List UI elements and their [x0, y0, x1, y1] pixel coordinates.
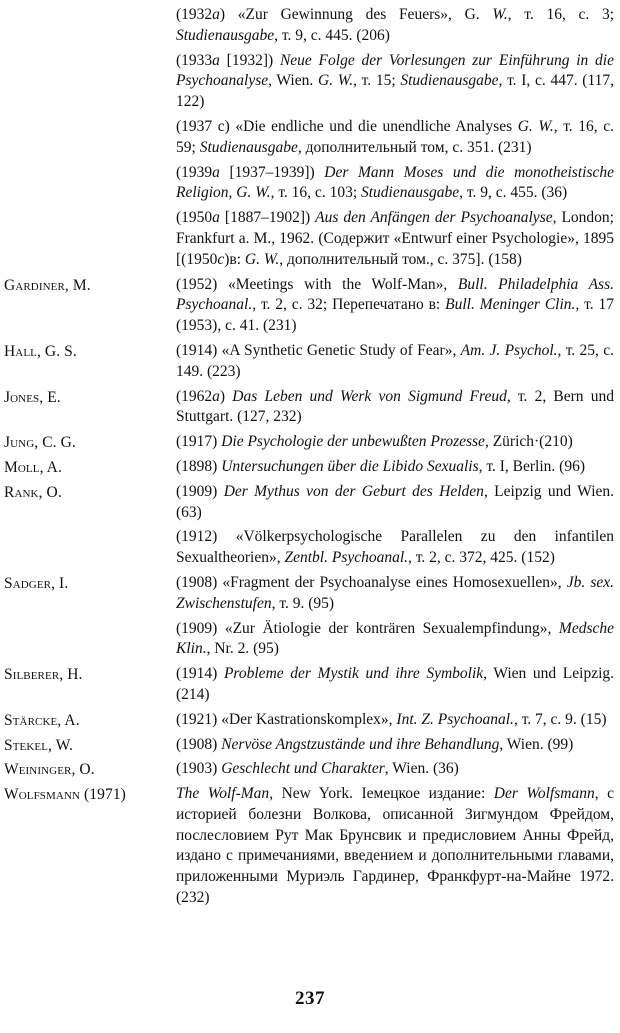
entry-citation [176, 664, 614, 706]
citation-title-italic: Am. J. Psychol. [460, 341, 558, 359]
citation-text: , Wien. [268, 72, 318, 90]
bibliography-entry [0, 527, 620, 569]
entry-citation [176, 432, 614, 453]
entry-citation [176, 117, 614, 159]
citation-title-italic: G. W. [244, 250, 280, 268]
citation-text: , Zürich·(210) [484, 433, 573, 451]
citation-title-italic: Studienausgabe [361, 184, 460, 202]
bibliography-entry [0, 482, 620, 524]
bibliography-entry [0, 163, 620, 205]
citation-text: ) [219, 387, 233, 405]
citation-title-italic: Geschlecht und Charakter [221, 760, 385, 778]
entry-citation [176, 710, 614, 731]
entry-author: Jung, C. G. [4, 434, 76, 452]
entry-author: Wolfsmann (1971) [4, 786, 126, 804]
bibliography-entry [0, 735, 620, 756]
bibliography-entry [0, 619, 620, 661]
citation-text: , New York. Іемецкое издание: [269, 785, 494, 803]
citation-text: , т. I, с. 447. (117, 122) [176, 72, 614, 111]
entry-citation [176, 208, 614, 270]
citation-text: , дополнительный том., с. 375]. (158) [279, 250, 522, 268]
entry-author: Gardiner, M. [4, 276, 91, 294]
citation-title-italic: Jb. sex. Zwischenstufen [176, 573, 614, 612]
citation-text: , т. 25, с. 149. (223) [176, 341, 614, 380]
citation-text: , т. 15; [353, 72, 401, 90]
citation-text: , Wien und Leipzig. (214) [176, 665, 615, 703]
entry-author: Rank, O. [4, 483, 62, 501]
entry-citation [176, 387, 614, 429]
citation-title-italic: c [217, 250, 225, 268]
bibliography-entry [0, 457, 620, 478]
citation-title-italic: Studienausgabe [176, 26, 275, 44]
bibliography-entry [0, 710, 620, 731]
bibliography-entry [0, 341, 620, 383]
entry-author: Jones, E. [4, 388, 61, 406]
citation-title-italic: G. W. [517, 117, 554, 135]
citation-text: ) «Zur Gewinnung des Feuers», G. [219, 6, 493, 23]
bibliography-entry [0, 275, 620, 337]
citation-title-italic: Das Leben und Werk von Sigmund Freud [232, 387, 507, 405]
page-number: 237 [295, 988, 325, 1009]
citation-text: , т. 9, с. 455. (36) [459, 184, 568, 202]
citation-title-italic: a [212, 387, 220, 405]
citation-title-italic: Studienausgabe [199, 138, 298, 156]
citation-title-italic: Der Mythus von der Geburt des Helden [223, 482, 484, 500]
entry-citation [176, 527, 614, 569]
bibliography-entry [0, 573, 620, 615]
citation-title-italic: Bull. Philadelphia Ass. Psychoanal. [176, 275, 614, 314]
bibliography-entry [0, 664, 620, 706]
citation-title-italic: Int. Z. Psychoanal. [396, 710, 514, 728]
entry-citation [176, 482, 614, 524]
citation-text: , т. 9. (95) [271, 594, 335, 612]
citation-title-italic: a [212, 51, 220, 69]
citation-text: , London; Frankfurt a. M., 1962. (Содержит «Entwurf einer Psychologie», 1895 [(1950 [176, 209, 614, 268]
citation-text: , Leipzig und Wien. (63) [176, 482, 615, 521]
citation-title-italic: Neue Folge der Vorlesungen zur Einführung in die Psychoanalyse [176, 51, 614, 90]
citation-text: , т. 16, с. 103; [270, 184, 361, 202]
citation-text: , Wien. (36) [384, 760, 459, 778]
citation-title-italic: Nervöse Angstzustände und ihre Behandlung [221, 735, 500, 753]
entry-citation [176, 619, 614, 661]
bibliography-entry [0, 5, 620, 47]
citation-text: (1917) [176, 433, 222, 451]
entry-citation [176, 275, 614, 337]
citation-text: , т. I, Berlin. (96) [478, 457, 585, 475]
entry-author: Hall, G. S. [4, 342, 77, 360]
citation-title-italic: Untersuchungen über die Libido Sexualis [221, 457, 479, 475]
citation-title-italic: Studienausgabe [400, 72, 499, 90]
citation-text: , т. 9, с. 445. (206) [274, 26, 390, 44]
citation-title-italic: a [212, 163, 220, 181]
entry-author: Stärcke, A. [4, 711, 80, 729]
citation-text: (1933 [176, 51, 213, 69]
bibliography-entry [0, 208, 620, 270]
entry-citation [176, 457, 614, 478]
bibliography-entry [0, 117, 620, 159]
citation-text: )в: [224, 250, 245, 268]
citation-text: , Wien. (99) [499, 735, 574, 753]
citation-title-italic: Der Mann Moses und die monotheistische Religion, G. W. [176, 163, 614, 202]
entry-author: Silberer, H. [4, 666, 83, 684]
citation-text: (1909) «Zur Ätiologie der konträren Sexualempfindung», [176, 619, 559, 637]
citation-title-italic: Probleme der Mystik und ihre Symbolik [223, 665, 484, 683]
citation-text: , т. 7, с. 9. (15) [513, 710, 607, 728]
entry-citation [176, 735, 614, 756]
entry-citation [176, 573, 614, 615]
citation-title-italic: G. W. [317, 72, 354, 90]
entry-author: Weininger, O. [4, 761, 95, 779]
citation-text: (1909) [176, 482, 224, 500]
citation-text: (1912) «Völkerpsychologische Parallelen zu den infantilen Sexualtheorien», [176, 528, 614, 567]
citation-text: (1952) «Meetings with the Wolf-Man», [176, 275, 458, 293]
entry-author: Moll, A. [4, 458, 62, 476]
bibliography-entry [0, 784, 620, 909]
citation-title-italic: Die Psychologie der unbewußten Prozesse [221, 433, 485, 451]
bibliography-entry [0, 387, 620, 429]
citation-title-italic: Medsche Klin. [176, 619, 614, 658]
citation-text: , т. 2, Bern und Stuttgart. (127, 232) [176, 387, 614, 426]
entry-citation [176, 163, 614, 205]
citation-title-italic: Zentbl. Psychoanal. [284, 549, 409, 567]
citation-text: , т. 2, с. 32; Перепечатано в: [252, 296, 446, 314]
citation-text: , Nr. 2. (95) [206, 640, 279, 658]
bibliography-entry [0, 432, 620, 453]
citation-title-italic: The Wolf-Man [176, 785, 270, 803]
citation-title-italic: Der Wolfsmann [493, 785, 595, 803]
citation-text: (1914) [176, 665, 224, 683]
citation-text: , с историей болезни Волкова, описанной Зигмундом Фрейдом, послесловием Рут Мак Брунсвик и предисловием Анны Фрейд, издано с примечаниями, введением и дополнительными главами, приложенными Муриэль Гардинер, Франкфурт-на-Майне 1972. (232) [176, 785, 614, 907]
citation-text: , т. 2, с. 372, 425. (152) [408, 549, 555, 567]
citation-text: (1914) «A Synthetic Genetic Study of Fear», [176, 341, 461, 359]
bibliography-entry [0, 759, 620, 780]
citation-title-italic: W. [492, 6, 508, 23]
citation-text: , дополнительный том, с. 351. (231) [297, 138, 532, 156]
citation-title-italic: a [212, 6, 220, 23]
citation-text: , т. 16, с. 3; [507, 6, 615, 23]
citation-text: (1939 [176, 163, 213, 181]
citation-title-italic: a [212, 209, 220, 227]
citation-text: [1937–1939]) [219, 163, 325, 181]
citation-text: (1937 c) «Die endliche und die unendliche Analyses [176, 117, 518, 135]
citation-text: (1908) [176, 735, 222, 753]
entry-citation [176, 5, 614, 47]
bibliography-list [0, 5, 620, 913]
citation-text: [1887–1902]) [219, 209, 316, 227]
citation-text: (1950 [176, 209, 213, 227]
entry-citation [176, 759, 614, 780]
citation-text: (1921) «Der Kastrationskomplex», [176, 710, 397, 728]
citation-text: [1932]) [219, 51, 280, 69]
citation-text: (1898) [176, 457, 222, 475]
entry-citation [176, 51, 614, 113]
citation-text: (1932 [176, 6, 213, 23]
citation-text: (1903) [176, 760, 222, 778]
citation-title-italic: Bull. Meninger Clin. [445, 296, 576, 314]
entry-author: Stekel, W. [4, 736, 73, 754]
citation-text: (1962 [176, 387, 213, 405]
citation-text: (1908) «Fragment der Psychoanalyse eines Homosexuellen», [176, 573, 567, 591]
citation-title-italic: Aus den Anfängen der Psychoanalyse [315, 209, 553, 227]
entry-author: Sadger, I. [4, 574, 69, 592]
entry-citation [176, 784, 614, 909]
citation-text: , т. 17 (1953), с. 41. (231) [176, 296, 615, 335]
citation-text: , т. 16, с. 59; [176, 117, 614, 156]
bibliography-entry [0, 51, 620, 113]
entry-citation [176, 341, 614, 383]
